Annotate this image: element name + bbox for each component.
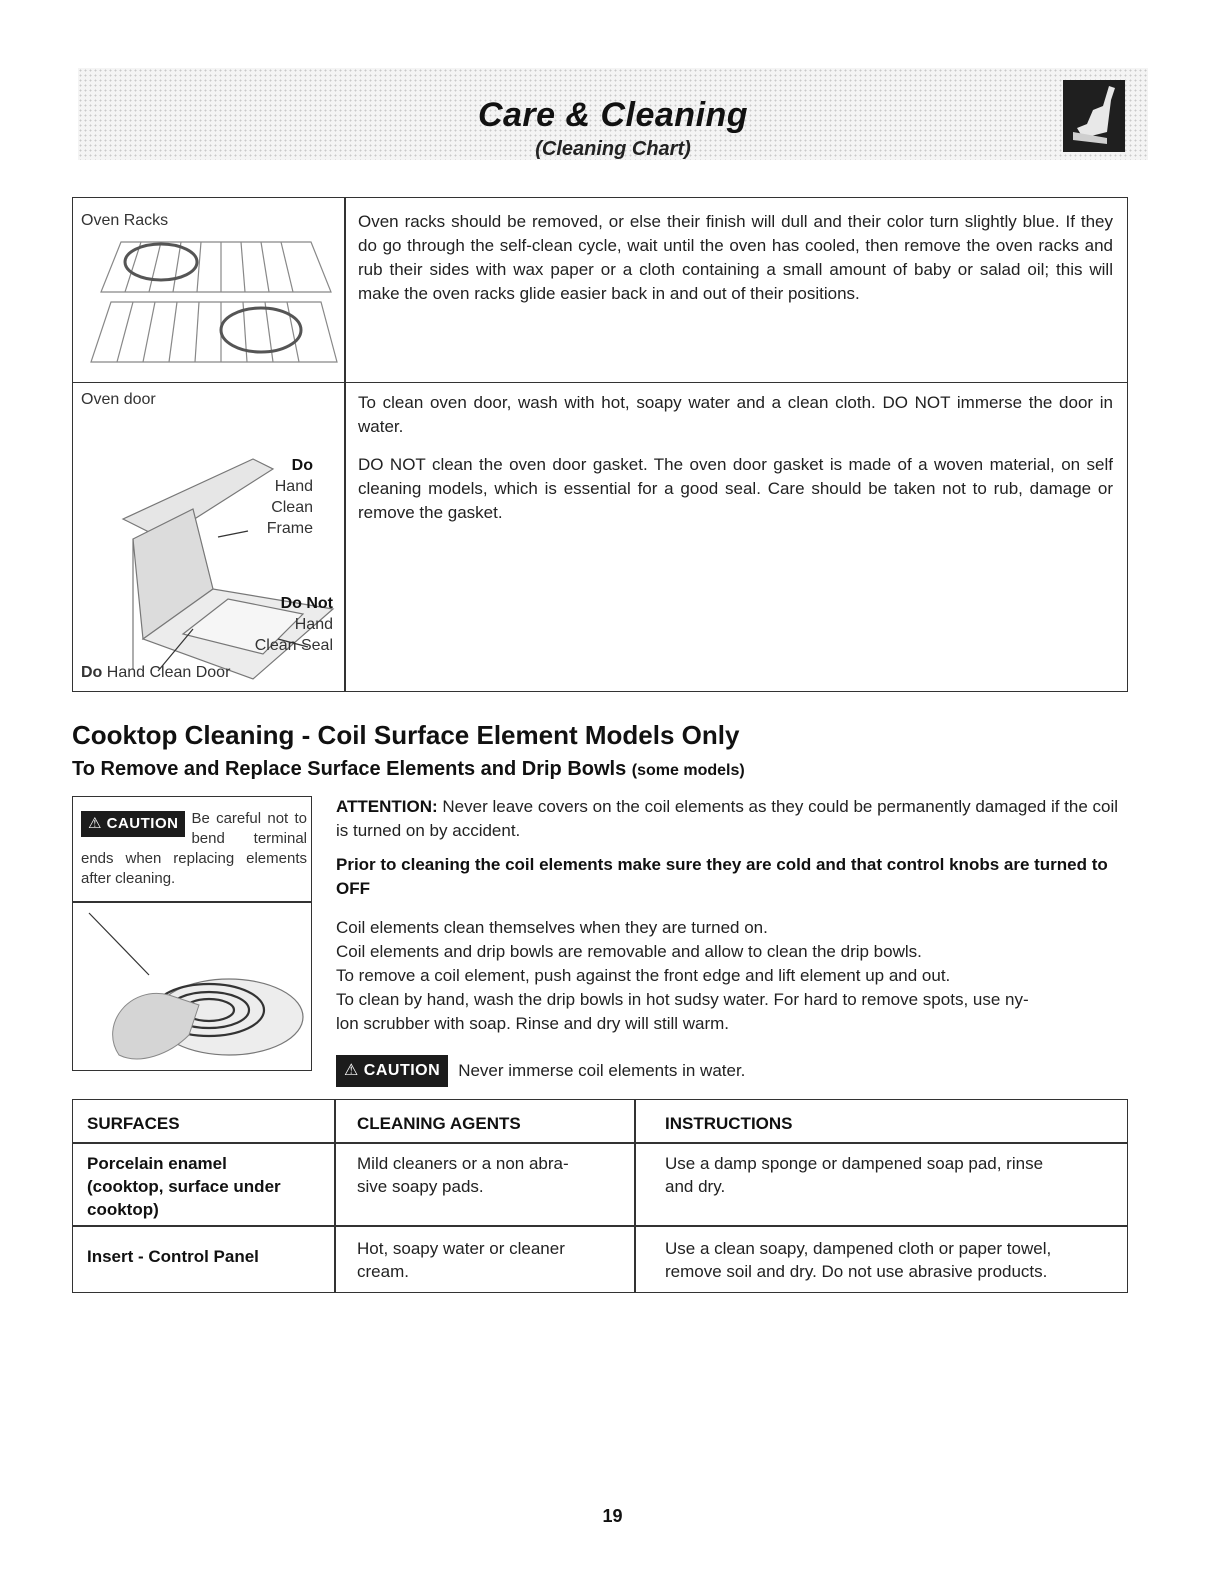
attention-note: ATTENTION: Never leave covers on the coil elements as they could be permanently damaged if the coil is turned on by accident. <box>336 797 1119 840</box>
agents-control-panel: Hot, soapy water or cleaner cream. <box>357 1239 565 1281</box>
instruction-line: To clean by hand, wash the drip bowls in hot sudsy water. For hard to remove spots, use ny- <box>336 990 1029 1009</box>
caution-divider <box>73 901 311 903</box>
row-divider <box>73 1225 1127 1227</box>
hand-cleaning-icon <box>1063 80 1125 152</box>
table-row <box>73 198 1127 383</box>
page-title: Care & Cleaning <box>477 96 749 134</box>
oven-racks-instructions: Oven racks should be removed, or else their finish will dull and their color turn slightly blue. If they do go through the self-clean cycle, wait until the oven has cooled, then remove the oven racks and rub their sides with wax paper or a cloth containing a small amount of baby or salad oil; this will make the oven racks glide easier back in and out of their positions. <box>358 212 1113 303</box>
prior-to-cleaning-note: Prior to cleaning the coil elements make sure they are cold and that control knobs are turned to OFF <box>336 855 1108 898</box>
column-header-instructions: INSTRUCTIONS <box>665 1114 793 1133</box>
coil-element-illustration <box>79 905 307 1067</box>
column-divider <box>634 1100 636 1292</box>
header-banner <box>78 68 1148 160</box>
surface-control-panel: Insert - Control Panel <box>87 1247 259 1266</box>
caution-text: Never immerse coil elements in water. <box>458 1061 746 1080</box>
instruction-line: Coil elements and drip bowls are removable and allow to clean the drip bowls. <box>336 942 922 961</box>
column-header-surfaces: SURFACES <box>87 1114 180 1133</box>
header-divider <box>73 1142 1127 1144</box>
column-divider <box>334 1100 336 1292</box>
inline-caution <box>336 1055 1128 1087</box>
oven-door-instructions-2: DO NOT clean the oven door gasket. The oven door gasket is made of a woven material, on self cleaning models, which is essential for a good seal. Care should be taken not to rub, damage or remove the gasket. <box>358 455 1113 522</box>
surface-porcelain-enamel: Porcelain enamel (cooktop, surface under cooktop) <box>87 1154 281 1219</box>
caution-badge: ⚠ CAUTION <box>336 1055 448 1087</box>
page-number: 19 <box>602 1506 623 1526</box>
coil-instructions <box>336 916 1128 1036</box>
row-label-oven-door: Oven door <box>81 391 156 408</box>
caution-badge: ⚠ CAUTION <box>81 811 185 837</box>
column-divider <box>344 198 346 382</box>
column-header-cleaning-agents: CLEANING AGENTS <box>357 1114 521 1133</box>
surfaces-table <box>72 1099 1128 1293</box>
row-label-oven-racks: Oven Racks <box>81 212 169 229</box>
instructions-control-panel: Use a clean soapy, dampened cloth or paper towel, remove soil and dry. Do not use abrasive products. <box>665 1239 1052 1281</box>
door-caption: Do Hand Clean Door <box>81 664 231 681</box>
page-subtitle: (Cleaning Chart) <box>535 138 691 160</box>
caution-note: ⚠ CAUTION Be careful not to bend terminal ends when replacing elements after cleaning. <box>81 810 307 887</box>
cleaning-chart-table <box>72 197 1128 692</box>
instructions-porcelain-enamel: Use a damp sponge or dampened soap pad, rinse and dry. <box>665 1154 1044 1196</box>
table-row <box>73 383 1127 691</box>
agents-porcelain-enamel: Mild cleaners or a non abra- sive soapy pads. <box>357 1154 569 1196</box>
instruction-line: To remove a coil element, push against the front edge and lift element up and out. <box>336 966 951 985</box>
section-subheading: To Remove and Replace Surface Elements and Drip Bowls (some models) <box>72 758 745 780</box>
oven-racks-illustration <box>81 234 339 376</box>
do-not-hand-clean-seal-callout: Do Not Hand Clean Seal <box>254 595 333 654</box>
instruction-line: lon scrubber with soap. Rinse and dry will still warm. <box>336 1014 730 1033</box>
do-hand-clean-frame-callout: Do Hand Clean Frame <box>266 457 313 537</box>
instruction-line: Coil elements clean themselves when they are turned on. <box>336 918 768 937</box>
caution-box <box>72 796 312 1071</box>
oven-door-instructions-1: To clean oven door, wash with hot, soapy water and a clean cloth. DO NOT immerse the door in water. <box>358 393 1113 436</box>
section-heading: Cooktop Cleaning - Coil Surface Element Models Only <box>72 720 740 750</box>
column-divider <box>344 383 346 691</box>
